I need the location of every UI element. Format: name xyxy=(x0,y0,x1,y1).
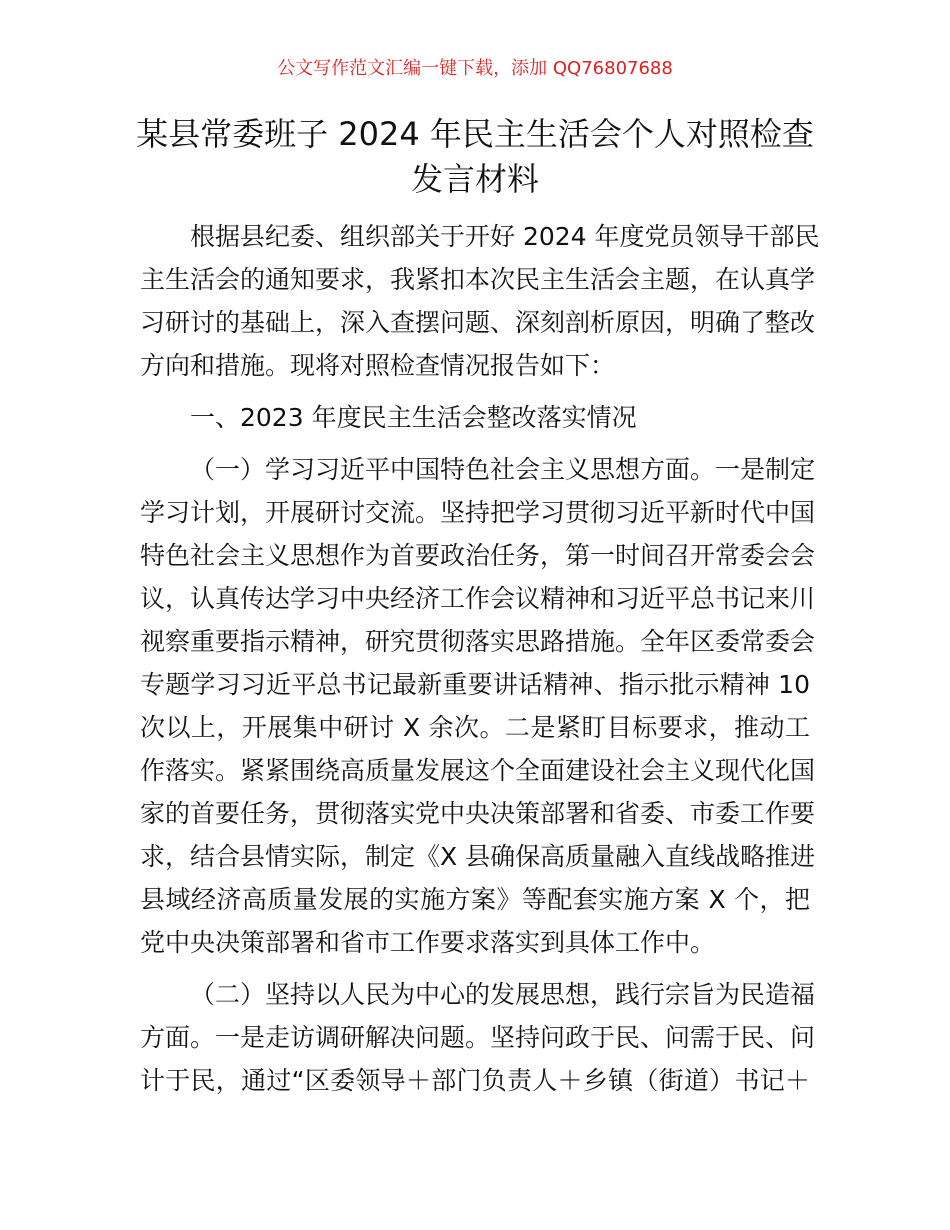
text-line: 方向和措施。现将对照检查情况报告如下： xyxy=(140,351,616,380)
text-line: 家的首要任务，贯彻落实党中央决策部署和省委、市委工作要 xyxy=(140,799,816,828)
text-line: 方面。一是走访调研解决问题。坚持问政于民、问需于民、问 xyxy=(140,1023,816,1052)
text-line: 学习计划，开展研讨交流。坚持把学习贯彻习近平新时代中国 xyxy=(140,498,816,527)
text-line: 党中央决策部署和省市工作要求落实到具体工作中。 xyxy=(140,928,716,957)
text-line: 一、2023 年度民主生活会整改落实情况 xyxy=(190,403,637,432)
section-heading xyxy=(140,396,810,439)
title-line-2: 发言材料 xyxy=(410,160,539,198)
text-line: 根据县纪委、组织部关于开好 2024 年度党员领导干部民 xyxy=(190,222,820,251)
document-title xyxy=(120,112,830,202)
text-line: 求，结合县情实际，制定《X 县确保高质量融入直线战略推进 xyxy=(140,842,816,871)
document-body xyxy=(140,215,820,1111)
text-line: 习研讨的基础上，深入查摆问题、深刻剖析原因，明确了整改 xyxy=(140,308,816,337)
text-line: （一）学习习近平中国特色社会主义思想方面。一是制定 xyxy=(190,455,816,484)
paragraph xyxy=(140,215,820,387)
text-line: 特色社会主义思想作为首要政治任务，第一时间召开常委会会 xyxy=(140,541,816,570)
text-line: 计于民，通过“区委领导＋部门负责人＋乡镇（街道）书记＋ xyxy=(140,1066,810,1095)
text-line: 县域经济高质量发展的实施方案》等配套实施方案 X 个，把 xyxy=(140,885,810,914)
text-line: 主生活会的通知要求，我紧扣本次民主生活会主题，在认真学 xyxy=(140,265,816,294)
text-line: 作落实。紧紧围绕高质量发展这个全面建设社会主义现代化国 xyxy=(140,756,816,785)
text-line: 议，认真传达学习中央经济工作会议精神和习近平总书记来川 xyxy=(140,584,816,613)
text-line: 专题学习习近平总书记最新重要讲话精神、指示批示精神 10 xyxy=(140,670,810,699)
text-line: 视察重要指示精神，研究贯彻落实思路措施。全年区委常委会 xyxy=(140,627,816,656)
watermark-banner: 公文写作范文汇编一键下载，添加 QQ76807688 xyxy=(277,58,673,79)
paragraph xyxy=(140,448,816,964)
text-line: （二）坚持以人民为中心的发展思想，践行宗旨为民造福 xyxy=(190,980,816,1009)
paragraph xyxy=(140,973,816,1102)
text-line: 次以上，开展集中研讨 X 余次。二是紧盯目标要求，推动工 xyxy=(140,713,810,742)
title-line-1: 某县常委班子 2024 年民主生活会个人对照检查 xyxy=(136,115,814,153)
